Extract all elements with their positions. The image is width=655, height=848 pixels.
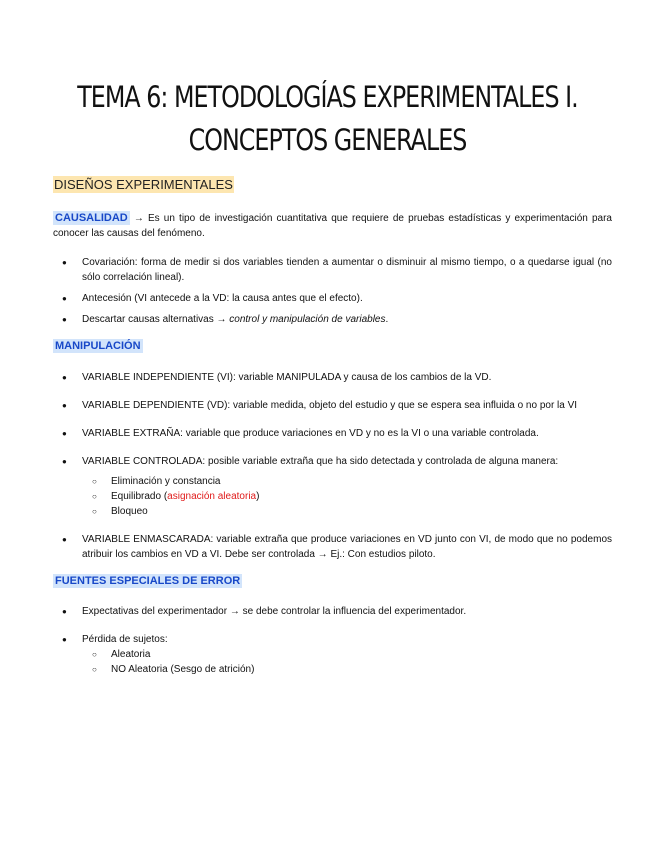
sub-item-suffix: ) bbox=[256, 491, 260, 502]
list-item: ● VARIABLE INDEPENDIENTE (VI): variable MANIPULADA y causa de los cambios de la VD. bbox=[82, 370, 612, 385]
sub-list-item: ○ Bloqueo bbox=[111, 504, 611, 519]
list-item: ● VARIABLE ENMASCARADA: variable extraña que produce variaciones en VD junto con VI, de modo que no podemos atribuir los cambios en VD a VI. Debe ser controlada → Ej.: Con estudios piloto. bbox=[82, 532, 612, 562]
fuentes-heading-text: FUENTES ESPECIALES DE ERROR bbox=[55, 575, 241, 587]
sub-list-item: ○ Aleatoria bbox=[111, 647, 611, 662]
list-item: ● VARIABLE CONTROLADA: posible variable extraña que ha sido detectada y controlada de alguna manera: bbox=[82, 454, 612, 469]
list-item: ● Expectativas del experimentador → se debe controlar la influencia del experimentador. bbox=[82, 604, 612, 619]
title-line-1: TEMA 6: METODOLOGÍAS EXPERIMENTALES I. bbox=[77, 80, 578, 114]
page-title bbox=[59, 76, 596, 162]
list-item bbox=[82, 312, 612, 327]
bullet3-suffix: . bbox=[385, 314, 389, 325]
sub-item-prefix: Equilibrado ( bbox=[111, 491, 168, 502]
section-heading-manipulacion bbox=[53, 340, 143, 352]
sub-item-red-text: asignación aleatoria bbox=[167, 491, 257, 502]
manipulacion-heading-text: MANIPULACIÓN bbox=[55, 340, 141, 352]
section-heading-disenos bbox=[53, 177, 234, 192]
sub-list-item: ○ Eliminación y constancia bbox=[111, 474, 611, 489]
sub-list-item: ○ NO Aleatoria (Sesgo de atrición) bbox=[111, 662, 611, 677]
causalidad-definition: → Es un tipo de investigación cuantitativa que requiere de pruebas estadísticas y experimentación para conocer las causas del fenómeno. bbox=[53, 213, 612, 239]
list-item: ● VARIABLE DEPENDIENTE (VD): variable medida, objeto del estudio y que se espera sea influida o no por la VI bbox=[82, 398, 612, 413]
list-item: ● Pérdida de sujetos: bbox=[82, 632, 612, 647]
causalidad-term: CAUSALIDAD bbox=[55, 212, 128, 224]
list-item: ● VARIABLE EXTRAÑA: variable que produce variaciones en VD y no es la VI o una variable controlada. bbox=[82, 426, 612, 441]
causalidad-paragraph bbox=[53, 211, 612, 241]
bullet3-prefix: Descartar causas alternativas → bbox=[82, 314, 230, 325]
list-item: ● Antecesión (VI antecede a la VD: la causa antes que el efecto). bbox=[82, 291, 612, 306]
list-item: ● Covariación: forma de medir si dos variables tienden a aumentar o disminuir al mismo tiempo, o a quedarse igual (no sólo correlación lineal). bbox=[82, 255, 612, 285]
title-line-2: CONCEPTOS GENERALES bbox=[188, 123, 467, 157]
disenos-heading-text: DISEÑOS EXPERIMENTALES bbox=[54, 177, 233, 192]
bullet3-italic: control y manipulación de variables bbox=[229, 314, 386, 325]
sub-list-item bbox=[111, 489, 611, 504]
section-heading-fuentes bbox=[53, 575, 242, 587]
